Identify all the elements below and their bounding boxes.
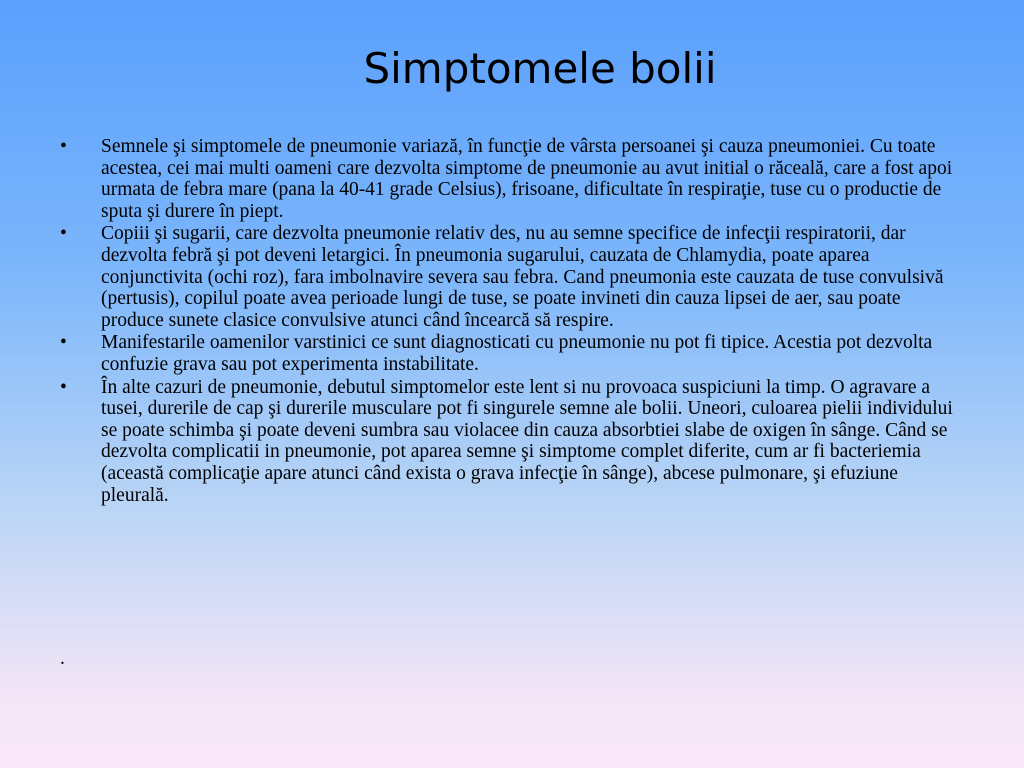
bullet-icon: • [60, 136, 67, 157]
bullet-item [60, 332, 960, 375]
bullet-item [60, 136, 960, 222]
bullet-icon: • [60, 376, 67, 398]
bullet-icon: • [60, 332, 67, 354]
trailing-text: . [60, 648, 65, 669]
bullet-text: Semnele şi simptomele de pneumonie variază, în funcţie de vârsta persoanei şi cauza pneumoniei. Cu toate acestea, cei mai multi oameni care dezvolta simptome de pneumonie au avut initial o răceală, care a fost apoi urmata de febra mare (pana la 40-41 grade Celsius), frisoane, dificultate în respiraţie, tuse cu o productie de sputa şi durere în piept. [101, 136, 953, 222]
bullet-text: În alte cazuri de pneumonie, debutul simptomelor este lent si nu provoaca suspiciuni la timp. O agravare a tusei, durerile de cap şi durerile musculare pot fi singurele semne ale bolii. Uneori, culoarea pielii individului se poate schimba şi poate deveni sumbra sau violacee din cauza absorbtiei slabe de oxigen în sânge. Când se dezvolta complicatii in pneumonie, pot aparea semne şi simptome complet diferite, cum ar fi bacteriemia (această complicaţie apare atunci când exista o grava infecţie în sânge), abcese pulmonare, şi efuziune pleurală. [101, 376, 953, 506]
slide-title: Simptomele bolii [363, 44, 717, 93]
slide-body [60, 136, 960, 507]
bullet-item [60, 377, 960, 507]
bullet-icon: • [60, 223, 67, 245]
bullet-text: Manifestarile oamenilor varstinici ce sunt diagnosticati cu pneumonie nu pot fi tipice. Acestia pot dezvolta confuzie grava sau pot experimenta instabilitate. [101, 332, 933, 375]
bullet-text: Copiii şi sugarii, care dezvolta pneumonie relativ des, nu au semne specifice de infecţii respiratorii, dar dezvolta febră şi pot deveni letargici. În pneumonia sugarului, cauzata de Chlamydia, poate aparea conjunctivita (ochi roz), fara imbolnavire severa sau febra. Cand pneumonia este cauzata de tuse convulsivă (pertusis), copilul poate avea perioade lungi de tuse, se poate invineti din cauza lipsei de aer, sau poate produce sunete clasice convulsive atunci când încearcă să respire. [101, 223, 944, 331]
bullet-item [60, 223, 960, 331]
bullet-list [60, 136, 960, 506]
